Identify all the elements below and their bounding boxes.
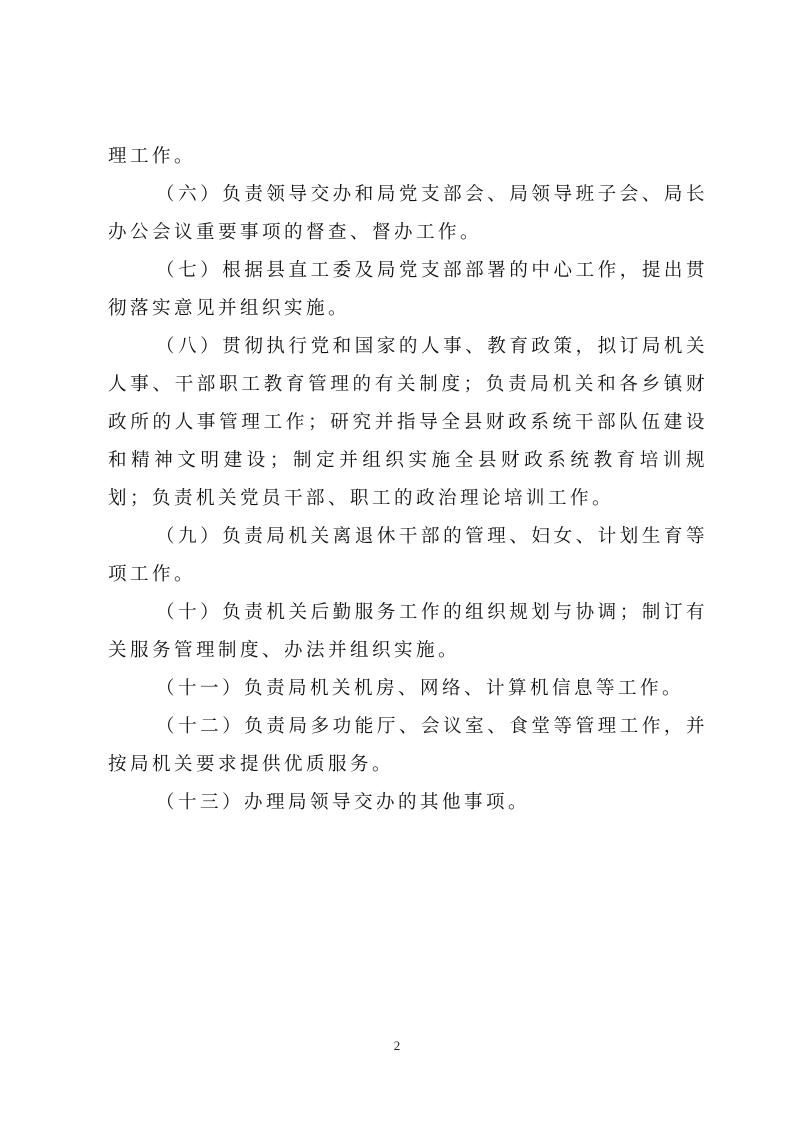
paragraph-item-7: （七）根据县直工委及局党支部部署的中心工作，提出贯彻落实意见并组织实施。 [108, 260, 708, 319]
document-body [108, 138, 708, 822]
paragraph-item-10: （十）负责机关后勤服务工作的组织规划与协调；制订有关服务管理制度、办法并组织实施。 [108, 602, 708, 661]
paragraph-continuation: 理工作。 [108, 146, 197, 167]
paragraph-item-9: （九）负责局机关离退休干部的管理、妇女、计划生育等项工作。 [108, 526, 708, 585]
paragraph-item-6: （六）负责领导交办和局党支部会、局领导班子会、局长办公会议重要事项的督查、督办工作。 [108, 184, 708, 243]
paragraph-item-13: （十三）办理局领导交办的其他事项。 [156, 792, 531, 813]
page-number: 2 [393, 1038, 401, 1053]
paragraph-item-11: （十一）负责局机关机房、网络、计算机信息等工作。 [156, 678, 685, 699]
paragraph-item-8: （八）贯彻执行党和国家的人事、教育政策，拟订局机关人事、干部职工教育管理的有关制度；负责局机关和各乡镇财政所的人事管理工作；研究并指导全县财政系统干部队伍建设和精神文明建设；制定并组织实施全县财政系统教育培训规划；负责机关党员干部、职工的政治理论培训工作。 [108, 336, 708, 509]
paragraph-item-12: （十二）负责局多功能厅、会议室、食堂等管理工作，并按局机关要求提供优质服务。 [108, 716, 708, 775]
